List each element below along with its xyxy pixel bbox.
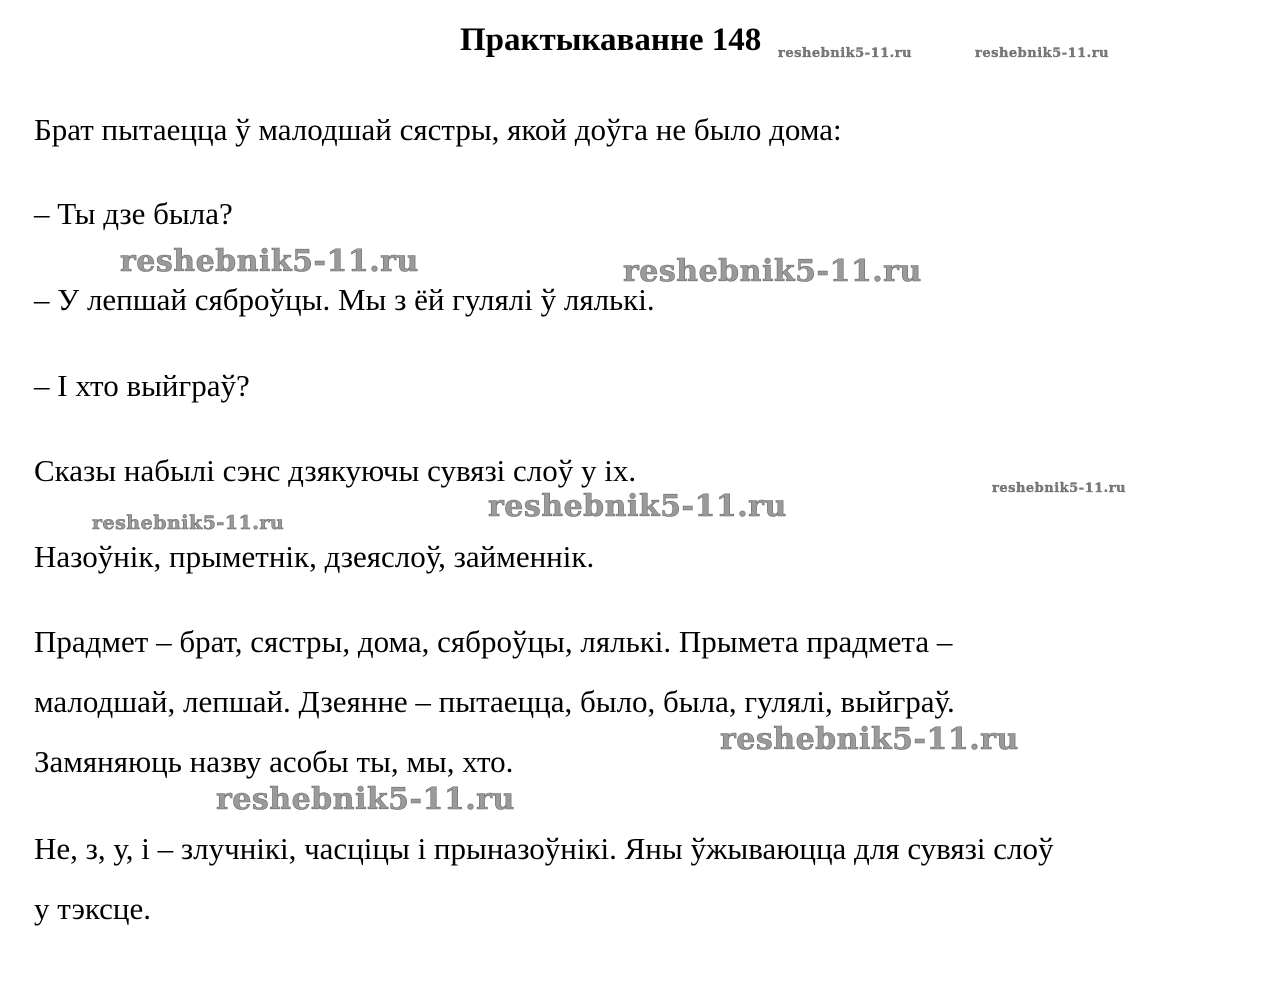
text-line-3: – У лепшай сяброўцы. Мы з ёй гулялі ў лялькі. [34,282,655,317]
text-line-11: у тэксце. [34,891,152,926]
watermark: reshebnik5-11.ru [720,722,1019,757]
watermark: reshebnik5-11.ru [992,481,1127,496]
text-line-8: малодшай, лепшай. Дзеянне – пытаецца, было, была, гулялі, выйграў. [34,684,955,719]
watermark: reshebnik5-11.ru [120,244,419,279]
watermark: reshebnik5-11.ru [623,254,922,289]
text-line-1: Брат пытаецца ў малодшай сястры, якой доўга не было дома: [34,112,842,147]
text-line-6: Назоўнік, прыметнік, дзеяслоў, займеннік. [34,539,595,574]
watermark: reshebnik5-11.ru [778,46,913,61]
text-line-2: – Ты дзе была? [34,196,233,231]
exercise-title: Практыкаванне 148 [460,22,762,58]
text-line-9: Замяняюць назву асобы ты, мы, хто. [34,744,514,779]
text-line-4: – І хто выйграў? [34,368,250,403]
text-line-5: Сказы набылі сэнс дзякуючы сувязі слоў у іх. [34,453,637,488]
text-line-7: Прадмет – брат, сястры, дома, сяброўцы, лялькі. Прымета прадмета – [34,624,953,659]
watermark: reshebnik5-11.ru [92,512,285,534]
watermark: reshebnik5-11.ru [216,782,515,817]
watermark: reshebnik5-11.ru [975,46,1110,61]
watermark: reshebnik5-11.ru [488,489,787,524]
text-line-10: Не, з, у, і – злучнікі, часціцы і прыназоўнікі. Яны ўжываюцца для сувязі слоў [34,831,1054,866]
